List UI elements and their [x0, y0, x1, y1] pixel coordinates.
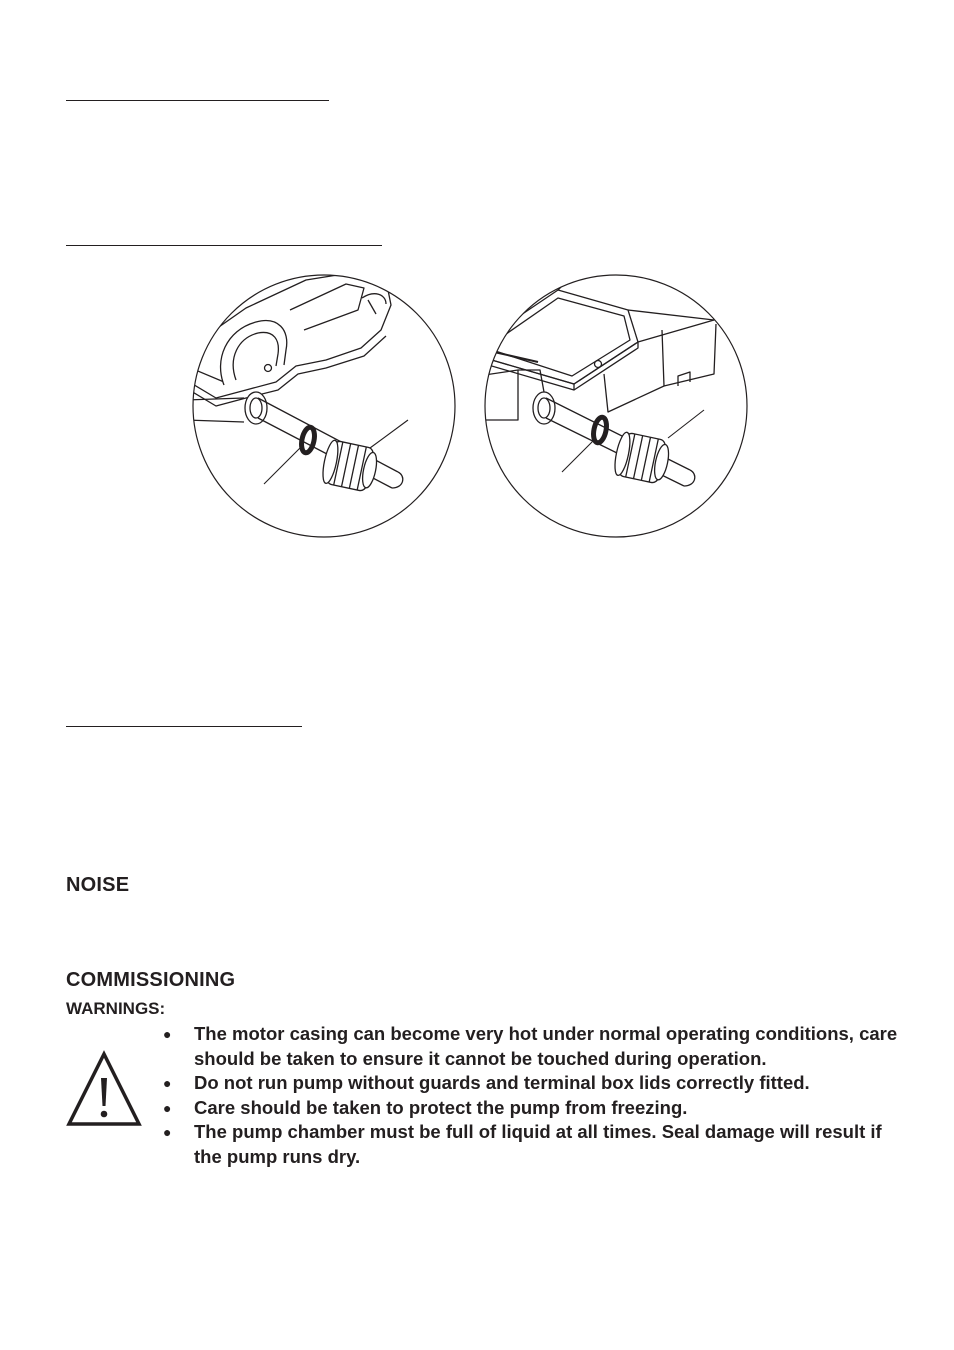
warning-text: The motor casing can become very hot under normal operating conditions, care should be taken to ensure it cannot be touched during operation. [194, 1023, 898, 1069]
list-item [160, 1120, 900, 1169]
list-item [160, 1071, 900, 1096]
cable-gland-detail-left [186, 270, 462, 546]
bullet-dot: ● [163, 1075, 172, 1091]
warnings-list [160, 1022, 900, 1169]
warning-triangle-icon [66, 1050, 142, 1128]
warning-text: Do not run pump without guards and terminal box lids correctly fitted. [194, 1072, 810, 1093]
list-item [160, 1022, 900, 1071]
bullet-dot: ● [163, 1124, 172, 1140]
commissioning-heading: COMMISSIONING [66, 969, 236, 991]
section-rule-2 [66, 245, 382, 246]
cable-gland-detail-right [478, 270, 754, 546]
warnings-label: WARNINGS: [66, 999, 166, 1018]
warning-text: The pump chamber must be full of liquid at all times. Seal damage will result if the pump runs dry. [194, 1121, 882, 1167]
noise-heading: NOISE [66, 874, 130, 896]
bullet-dot: ● [163, 1099, 172, 1116]
section-rule-3 [66, 726, 302, 727]
bullet-dot: ● [163, 1026, 172, 1042]
section-rule-1 [66, 100, 329, 101]
warning-text: Care should be taken to protect the pump from freezing. [194, 1096, 688, 1118]
list-item [160, 1096, 900, 1121]
